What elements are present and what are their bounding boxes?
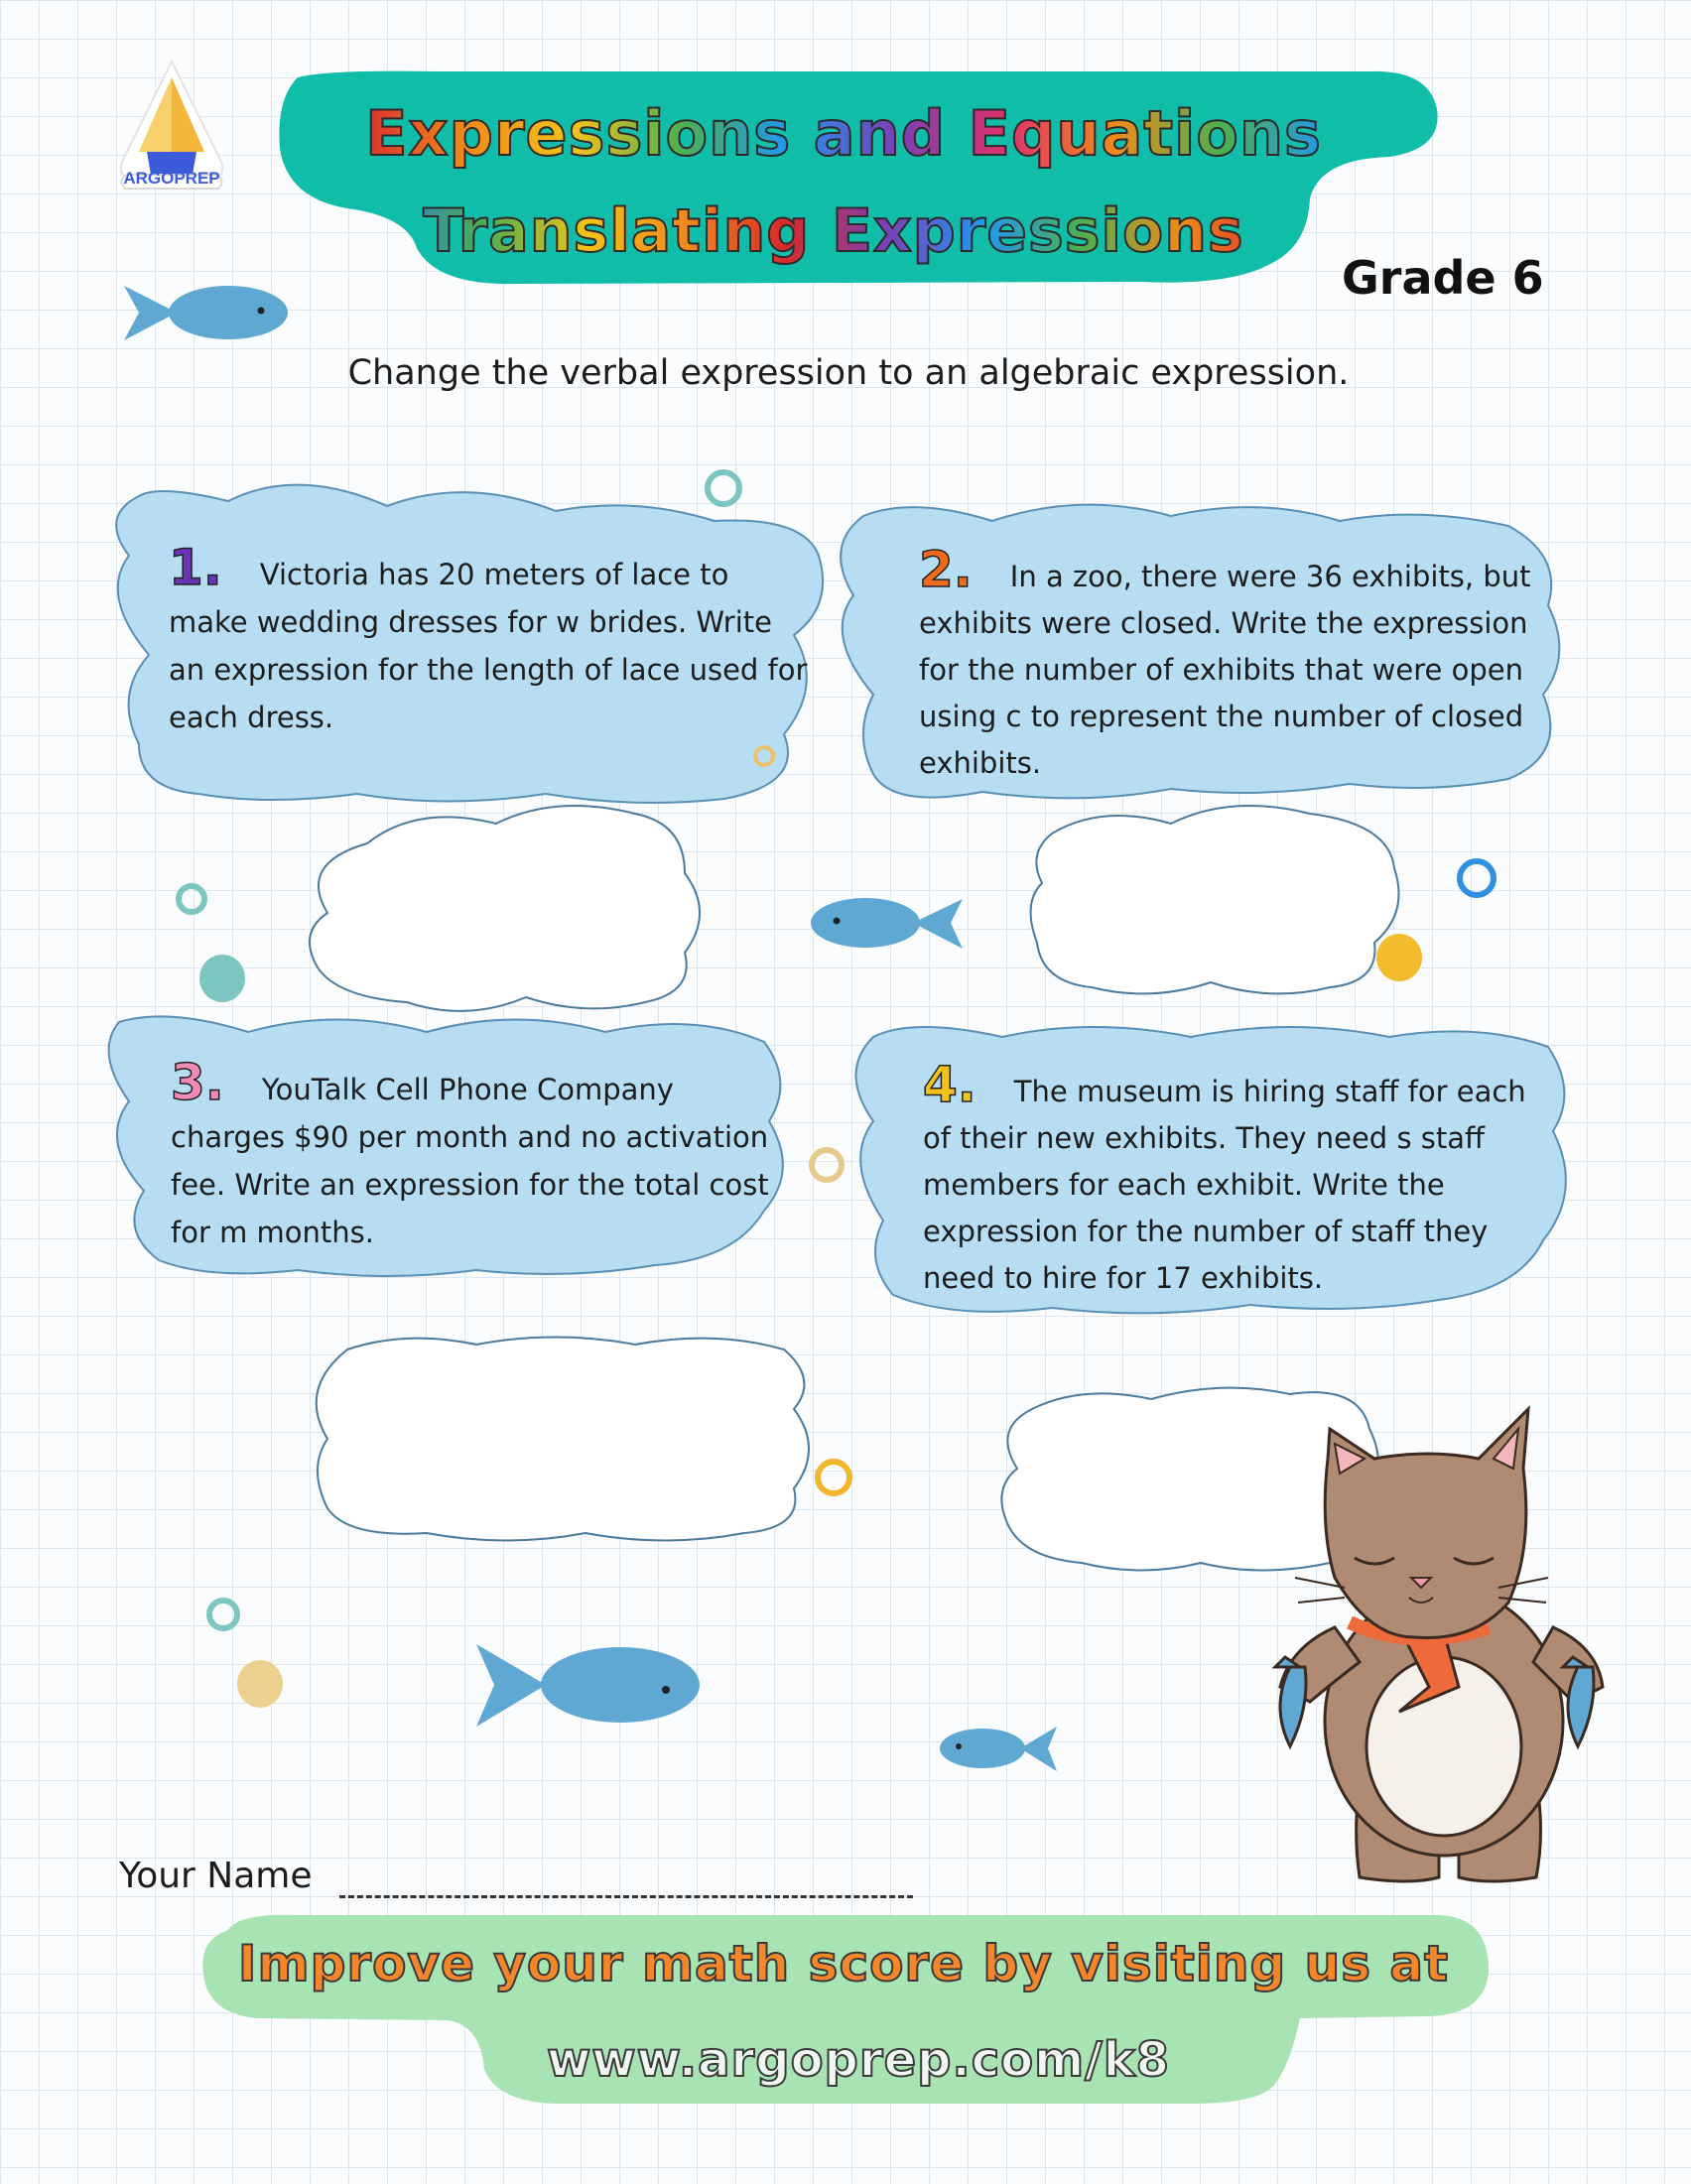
fish-middle bbox=[811, 898, 963, 949]
instruction-text: Change the verbal expression to an algebraic expression. bbox=[347, 353, 1350, 393]
page-subtitle: Translating Expressions bbox=[387, 196, 1280, 266]
problem-number: 2. bbox=[919, 541, 973, 598]
bubble bbox=[209, 1601, 237, 1628]
problem-4 bbox=[923, 1056, 1538, 1302]
name-label: Your Name bbox=[119, 1856, 313, 1896]
page-title: Expressions and Equations bbox=[357, 97, 1330, 170]
problem-number: 3. bbox=[171, 1054, 224, 1111]
promo-url-link[interactable]: www.argoprep.com/k8 bbox=[546, 2032, 1171, 2088]
name-field[interactable] bbox=[339, 1875, 913, 1898]
fish-top-left bbox=[124, 286, 288, 340]
fish-bottom-small bbox=[940, 1727, 1057, 1771]
problem-1 bbox=[169, 539, 814, 741]
answer-area-3[interactable] bbox=[318, 1330, 824, 1548]
problem-3 bbox=[171, 1054, 786, 1256]
problem-number: 1. bbox=[169, 539, 222, 596]
promo-text: Improve your math score by visiting us at bbox=[237, 1935, 1450, 1992]
problem-number: 4. bbox=[923, 1056, 976, 1113]
problem-text: YouTalk Cell Phone Company charges $90 per month and no activation fee. Write an expression for the total cost for m months. bbox=[171, 1073, 769, 1249]
logo-wordmark: ARGOPREP bbox=[123, 169, 220, 188]
answer-area-1[interactable] bbox=[318, 804, 715, 1022]
problem-text: In a zoo, there were 36 exhibits, but exhibits were closed. Write the expression for the number of exhibits that were open using c to represent the number of closed exhibits. bbox=[919, 560, 1531, 780]
bubble bbox=[708, 472, 739, 504]
grade-label: Grade 6 bbox=[1342, 251, 1544, 305]
fish-bottom-large bbox=[476, 1644, 700, 1727]
bubble bbox=[179, 886, 204, 912]
bubble bbox=[812, 1150, 842, 1180]
bubble bbox=[199, 955, 245, 1002]
problem-text: Victoria has 20 meters of lace to make wedding dresses for w brides. Write an expression for the length of lace used for each dress. bbox=[169, 558, 808, 734]
bubble bbox=[1460, 861, 1494, 895]
answer-area-4[interactable] bbox=[992, 1379, 1389, 1578]
problem-text: The museum is hiring staff for each of their new exhibits. They need s staff members for each exhibit. Write the expression for the number of staff they need to hire for 17 exhibits. bbox=[923, 1075, 1526, 1295]
answer-area-2[interactable] bbox=[1032, 804, 1409, 1002]
bubble bbox=[237, 1660, 283, 1708]
problem-2 bbox=[919, 541, 1534, 787]
argoprep-logo bbox=[97, 58, 246, 206]
